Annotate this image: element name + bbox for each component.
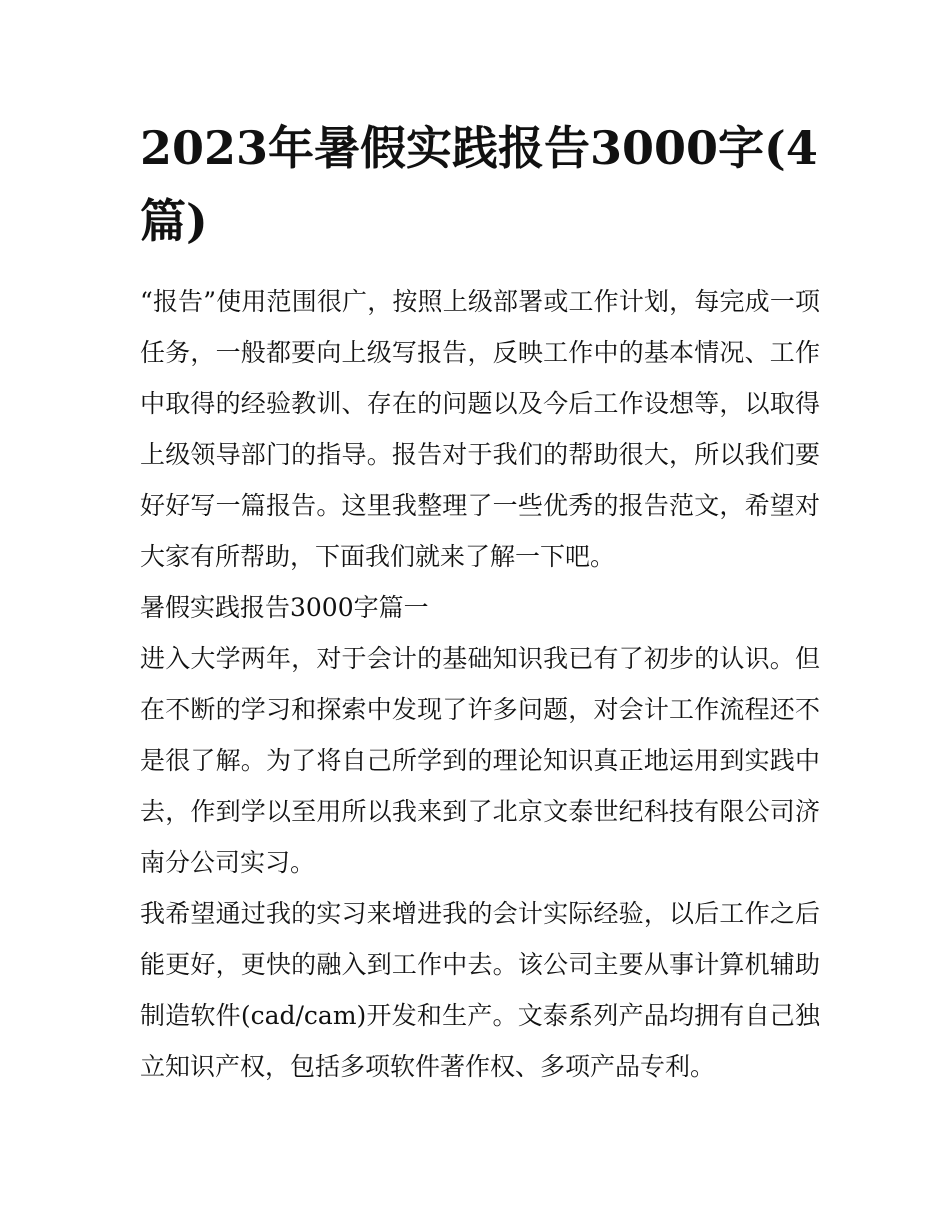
section-heading: 暑假实践报告3000字篇一 <box>140 593 429 622</box>
body-paragraph: 进入大学两年，对于会计的基础知识我已有了初步的认识。但在不断的学习和探索中发现了许多问题，对会计工作流程还不是很了解。为了将自己所学到的理论知识真正地运用到实践中去，作到学以至用所以我来到了北京文泰世纪科技有限公司济南分公司实习。 <box>140 644 820 877</box>
document-title: 2023年暑假实践报告3000字(4篇) <box>140 121 818 248</box>
document-body <box>140 276 820 1092</box>
intro-paragraph: “报告”使用范围很广，按照上级部署或工作计划，每完成一项任务，一般都要向上级写报告，反映工作中的基本情况、工作中取得的经验教训、存在的问题以及今后工作设想等，以取得上级领导部门的指导。报告对于我们的帮助很大，所以我们要好好写一篇报告。这里我整理了一些优秀的报告范文，希望对大家有所帮助，下面我们就来了解一下吧。 <box>140 287 820 571</box>
body-paragraph: 我希望通过我的实习来增进我的会计实际经验，以后工作之后能更好，更快的融入到工作中去。该公司主要从事计算机辅助制造软件(cad/cam)开发和生产。文泰系列产品均拥有自己独立知识产权，包括多项软件著作权、多项产品专利。 <box>140 899 820 1081</box>
